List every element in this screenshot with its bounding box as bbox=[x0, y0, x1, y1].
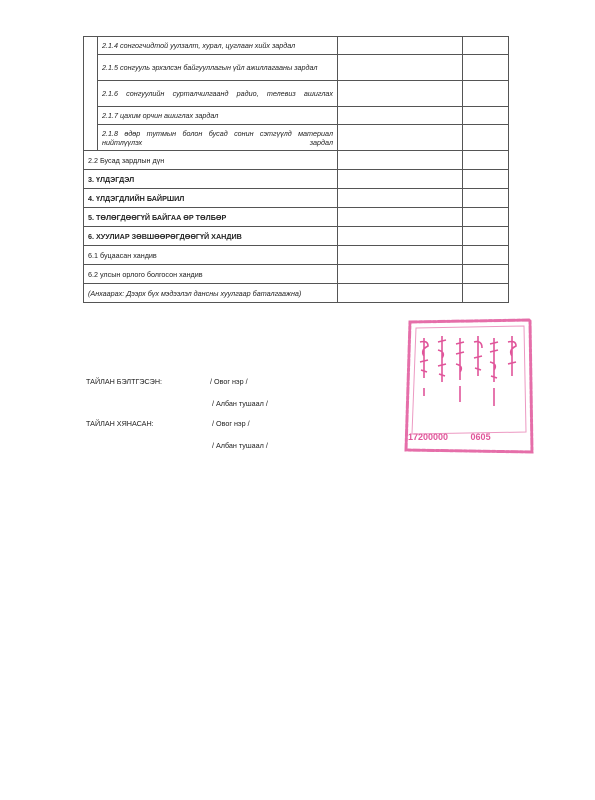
table-row bbox=[84, 246, 509, 265]
row-label: 6.1 буцаасан хандив bbox=[84, 246, 338, 265]
stamp-number: 17200000 0605 bbox=[408, 432, 491, 442]
table-row bbox=[84, 265, 509, 284]
row-label: 2.1.6 сонгуулийн сурталчилгаанд радио, телевиз ашиглах bbox=[98, 81, 338, 107]
value-cell bbox=[338, 81, 463, 107]
reviewed-by-label: ТАЙЛАН ХЯНАСАН: bbox=[86, 419, 154, 428]
value-cell bbox=[463, 227, 509, 246]
value-cell bbox=[338, 246, 463, 265]
value-cell bbox=[338, 189, 463, 208]
table-row bbox=[84, 189, 509, 208]
prepared-by-position: / Албан тушаал / bbox=[212, 399, 268, 408]
value-cell bbox=[338, 107, 463, 125]
row-label: (Анхаарах: Дээрх бүх мэдээлэл дансны хуулгаар баталгаажна) bbox=[84, 284, 338, 303]
row-label: 2.1.4 сонгогчидтой уулзалт, хурал, цуглаан хийх зардал bbox=[98, 37, 338, 55]
table-row bbox=[84, 208, 509, 227]
value-cell bbox=[463, 107, 509, 125]
stamp-script bbox=[420, 336, 516, 406]
row-label: 6. ХУУЛИАР ЗӨВШӨӨРӨГДӨӨГҮЙ ХАНДИВ bbox=[84, 227, 338, 246]
value-cell bbox=[338, 125, 463, 151]
table-row bbox=[84, 151, 509, 170]
table-row bbox=[84, 55, 509, 81]
value-cell bbox=[463, 265, 509, 284]
value-cell bbox=[338, 208, 463, 227]
report-table-body bbox=[84, 37, 509, 303]
table-row bbox=[84, 284, 509, 303]
value-cell bbox=[463, 208, 509, 227]
table-row bbox=[84, 37, 509, 55]
indent-cell bbox=[84, 37, 98, 151]
value-cell bbox=[463, 55, 509, 81]
official-stamp bbox=[398, 316, 536, 456]
value-cell bbox=[338, 265, 463, 284]
row-label: 5. ТӨЛӨГДӨӨГҮЙ БАЙГАА ӨР ТӨЛБӨР bbox=[84, 208, 338, 227]
value-cell bbox=[463, 37, 509, 55]
reviewed-by-name: / Овог нэр / bbox=[212, 419, 250, 428]
value-cell bbox=[463, 125, 509, 151]
table-row bbox=[84, 170, 509, 189]
value-cell bbox=[338, 170, 463, 189]
table-row bbox=[84, 107, 509, 125]
row-label: 6.2 улсын орлого болгосон хандив bbox=[84, 265, 338, 284]
prepared-by-name: / Овог нэр / bbox=[210, 377, 248, 386]
value-cell bbox=[338, 151, 463, 170]
row-label: 2.2 Бусад зардлын дүн bbox=[84, 151, 338, 170]
value-cell bbox=[463, 170, 509, 189]
row-label: 2.1.7 цахим орчин ашиглах зардал bbox=[98, 107, 338, 125]
table-row bbox=[84, 81, 509, 107]
value-cell bbox=[463, 246, 509, 265]
row-label: 3. ҮЛДЭГДЭЛ bbox=[84, 170, 338, 189]
row-label: 4. ҮЛДЭГДЛИЙН БАЙРШИЛ bbox=[84, 189, 338, 208]
value-cell bbox=[338, 37, 463, 55]
value-cell bbox=[338, 227, 463, 246]
value-cell bbox=[338, 55, 463, 81]
table-row bbox=[84, 125, 509, 151]
prepared-by-label: ТАЙЛАН БЭЛТГЭСЭН: bbox=[86, 377, 163, 386]
report-table bbox=[83, 36, 509, 303]
value-cell bbox=[338, 284, 463, 303]
row-label: 2.1.5 сонгууль эрхэлсэн байгууллагын үйл ажиллагааны зардал bbox=[98, 55, 338, 81]
row-label: 2.1.8 өдөр тутмын болон бусад сонин сэтгүүлд материал нийтлүүлэх зардал bbox=[98, 125, 338, 151]
value-cell bbox=[463, 151, 509, 170]
value-cell bbox=[463, 284, 509, 303]
table-row bbox=[84, 227, 509, 246]
reviewed-by-position: / Албан тушаал / bbox=[212, 441, 268, 450]
value-cell bbox=[463, 189, 509, 208]
value-cell bbox=[463, 81, 509, 107]
